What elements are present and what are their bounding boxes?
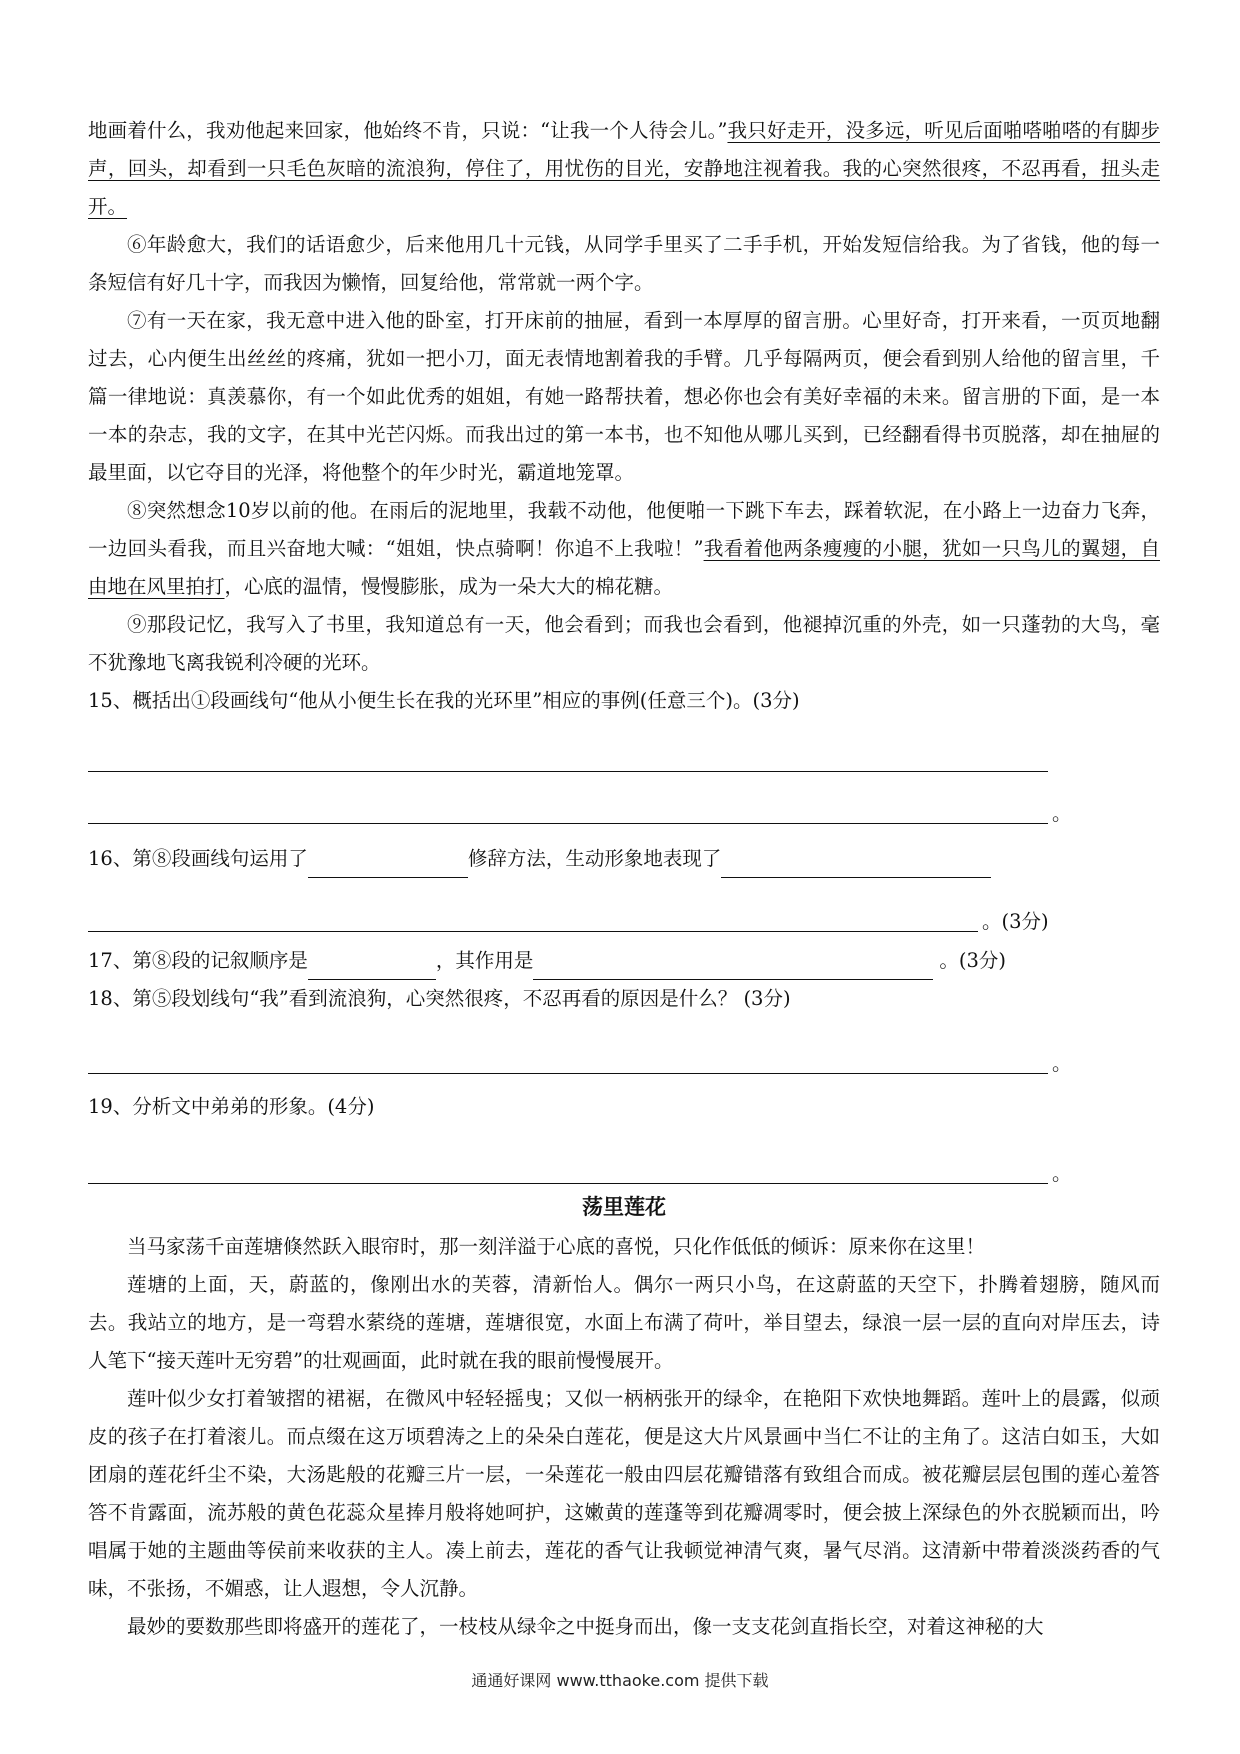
- q16-answer-line[interactable]: [88, 878, 1160, 932]
- p5-plain-text: 地画着什么，我劝他起来回家，他始终不肯，只说：“让我一个人待会儿。”: [88, 119, 728, 142]
- q16-blank-rhetoric[interactable]: [308, 851, 468, 878]
- q19-period: 。: [1052, 1162, 1072, 1185]
- p8-underlined-sentence: 我看着他两条瘦瘦的小腿，犹如一只鸟儿的翼翅，自由地在风里拍打: [88, 537, 1160, 598]
- passage-title: 荡里莲花: [582, 1195, 666, 1219]
- q15-answer-line-2[interactable]: [88, 772, 1160, 824]
- p8-tail-text: ，心底的温情，慢慢膨胀，成为一朵大大的棉花糖。: [224, 575, 674, 598]
- question-19: 19、分析文中弟弟的形象。(4分): [88, 1095, 375, 1118]
- paragraph-9: ⑨那段记忆，我写入了书里，我知道总有一天，他会看到；而我也会看到，他褪掉沉重的外壳，如一只蓬勃的大鸟，毫不犹豫地飞离我锐利冷硬的光环。: [88, 613, 1160, 674]
- question-15: 15、概括出①段画线句“他从小便生长在我的光环里”相应的事例(任意三个)。(3分): [88, 689, 800, 712]
- q18-answer-line[interactable]: [88, 1018, 1160, 1074]
- p5-underlined-sentence: 我只好走开，没多远，听见后面啪嗒啪嗒的有脚步声，回头，却看到一只毛色灰暗的流浪狗，停住了，用忧伤的目光，安静地注视着我。我的心突然很疼，不忍再看，扭头走开。: [88, 119, 1160, 218]
- q16-text-a: 16、第⑧段画线句运用了: [88, 847, 308, 870]
- q17-blank-order[interactable]: [308, 953, 436, 980]
- q16-score: 。(3分): [982, 910, 1049, 933]
- paragraph-5-continued: [88, 112, 1160, 226]
- question-16: [88, 840, 1160, 878]
- q15-answer-line-1[interactable]: [88, 720, 1160, 772]
- q19-answer-line[interactable]: [88, 1126, 1160, 1184]
- question-18: 18、第⑤段划线句“我”看到流浪狗，心突然很疼，不忍再看的原因是什么？ (3分): [88, 987, 791, 1010]
- paragraph-7: ⑦有一天在家，我无意中进入他的卧室，打开床前的抽屉，看到一本厚厚的留言册。心里好奇，打开来看，一页页地翻过去，心内便生出丝丝的疼痛，犹如一把小刀，面无表情地割着我的手臂。几乎每隔两页，便会看到别人给他的留言里，千篇一律地说：真羡慕你，有一个如此优秀的姐姐，有她一路帮扶着，想必你也会有美好幸福的未来。留言册的下面，是一本一本的杂志，我的文字，在其中光芒闪烁。而我出过的第一本书，也不知他从哪儿买到，已经翻看得书页脱落，却在抽屉的最里面，以它夺目的光泽，将他整个的年少时光，霸道地笼罩。: [88, 309, 1160, 484]
- passage2-paragraph-2: 莲塘的上面，天，蔚蓝的，像刚出水的芙蓉，清新怡人。偶尔一两只小鸟，在这蔚蓝的天空下，扑腾着翅膀，随风而去。我站立的地方，是一弯碧水萦绕的莲塘，莲塘很宽，水面上布满了荷叶，举目望去，绿浪一层一层的直向对岸压去，诗人笔下“接天莲叶无穷碧”的壮观画面，此时就在我的眼前慢慢展开。: [88, 1273, 1160, 1372]
- paragraph-8: [88, 492, 1160, 606]
- passage2-paragraph-3: 莲叶似少女打着皱摺的裙裾，在微风中轻轻摇曳；又似一柄柄张开的绿伞，在艳阳下欢快地舞蹈。莲叶上的晨露，似顽皮的孩子在打着滚儿。而点缀在这万顷碧涛之上的朵朵白莲花，便是这大片风景画中当仁不让的主角了。这洁白如玉，大如团扇的莲花纤尘不染，大汤匙般的花瓣三片一层，一朵莲花一般由四层花瓣错落有致组合而成。被花瓣层层包围的莲心羞答答不肯露面，流苏般的黄色花蕊众星捧月般将她呵护，这嫩黄的莲蓬等到花瓣凋零时，便会披上深绿色的外衣脱颖而出，吟唱属于她的主题曲等侯前来收获的主人。凑上前去，莲花的香气让我顿觉神清气爽，暑气尽消。这清新中带着淡淡药香的气味，不张扬，不媚惑，让人遐想，令人沉静。: [88, 1387, 1160, 1600]
- p8-plain-text: ⑧突然想念10岁以前的他。在雨后的泥地里，我载不动他，他便啪一下跳下车去，踩着软泥，在小路上一边奋力飞奔，一边回头看我，而且兴奋地大喊：“姐姐，快点骑啊！你追不上我啦！”: [88, 499, 1160, 560]
- question-17: [88, 942, 1160, 980]
- q17-text-a: 17、第⑧段的记叙顺序是: [88, 949, 308, 972]
- q16-text-b: 修辞方法，生动形象地表现了: [467, 847, 722, 870]
- passage2-paragraph-1: 当马家荡千亩莲塘倏然跃入眼帘时，那一刻洋溢于心底的喜悦，只化作低低的倾诉：原来你在这里！: [127, 1235, 986, 1258]
- q18-period: 。: [1052, 1052, 1072, 1075]
- paragraph-6: ⑥年龄愈大，我们的话语愈少，后来他用几十元钱，从同学手里买了二手手机，开始发短信给我。为了省钱，他的每一条短信有好几十字，而我因为懒惰，回复给他，常常就一两个字。: [88, 233, 1160, 294]
- q17-blank-purpose[interactable]: [533, 953, 933, 980]
- page-footer: 通通好课网 www.tthaoke.com 提供下载: [471, 1671, 769, 1690]
- q16-blank-effect[interactable]: [721, 851, 991, 878]
- passage2-paragraph-4: 最妙的要数那些即将盛开的莲花了，一枝枝从绿伞之中挺身而出，像一支支花剑直指长空，对着这神秘的大: [127, 1615, 1044, 1638]
- q17-text-b: ，其作用是: [435, 949, 534, 972]
- exam-page: [88, 112, 1160, 1646]
- q15-period: 。: [1052, 802, 1072, 825]
- q17-score: 。(3分): [939, 949, 1006, 972]
